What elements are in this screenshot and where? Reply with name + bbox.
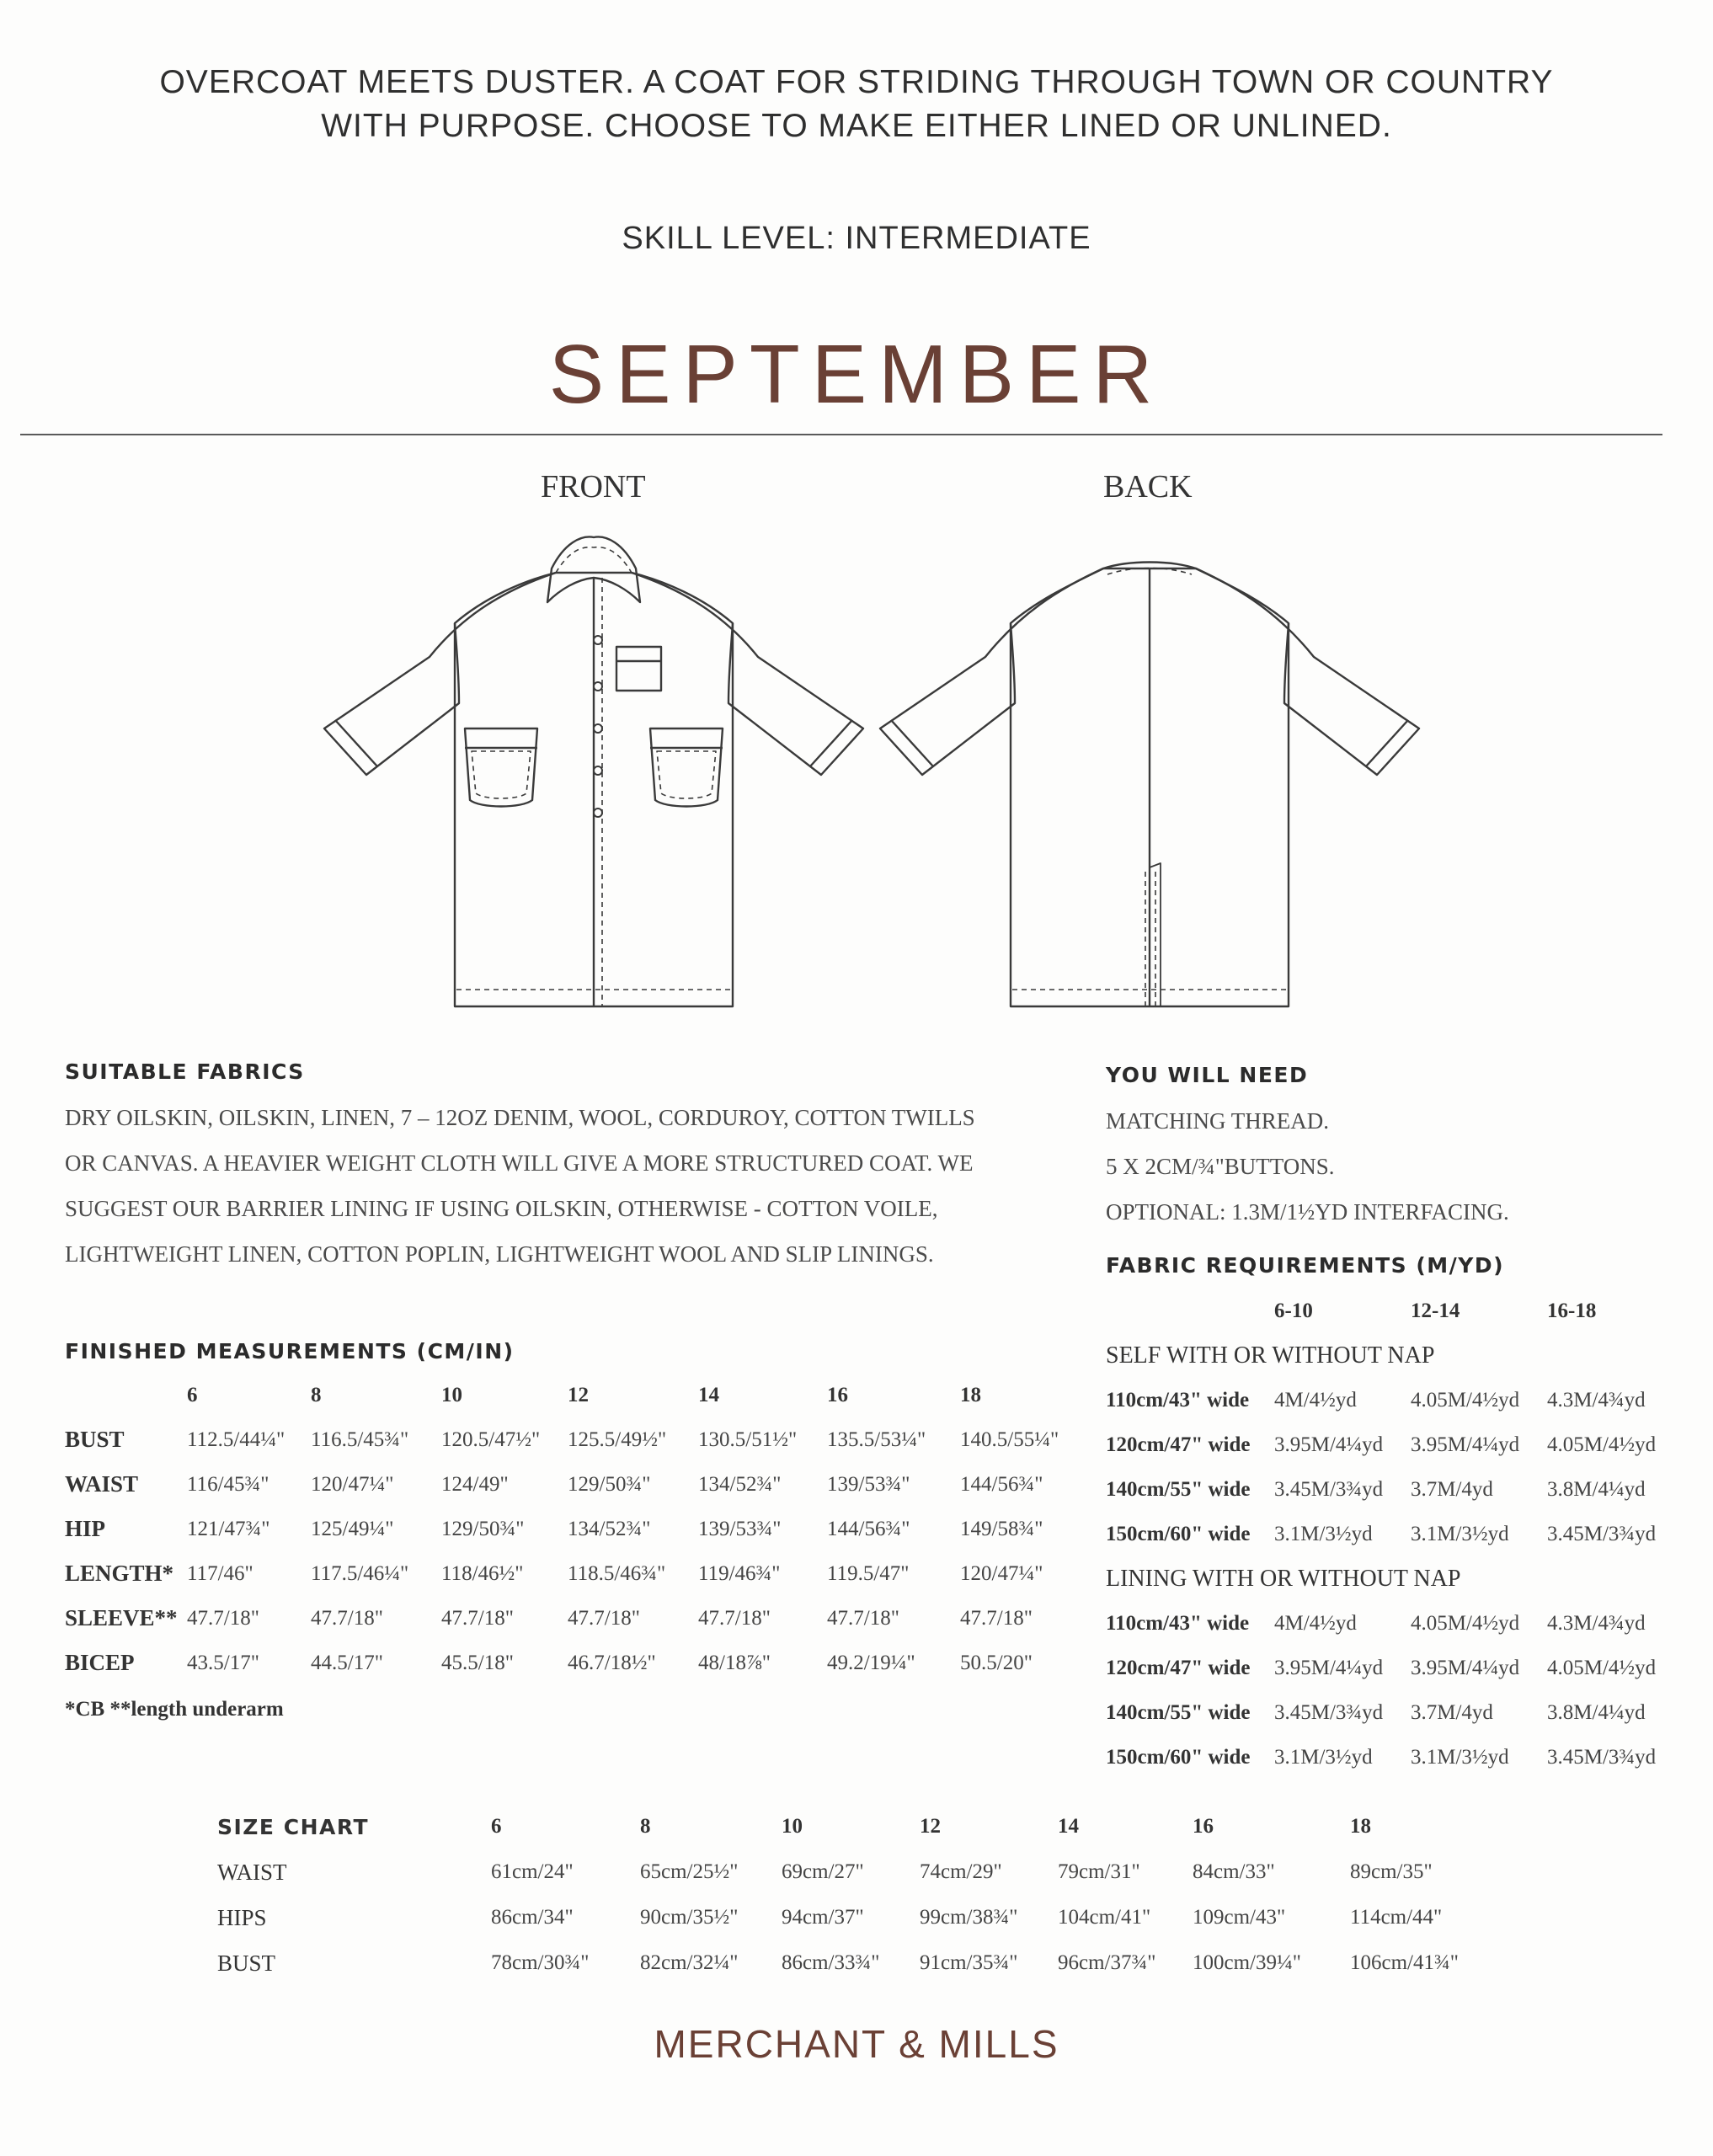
table-row <box>217 1940 1476 1986</box>
yardage-cell: 3.1M/3½yd <box>1274 1745 1373 1769</box>
table-row <box>1106 1601 1682 1646</box>
row-label: BICEP <box>65 1650 135 1675</box>
measurement-cell: 144/56¾" <box>960 1472 1043 1496</box>
header-divider <box>20 434 1662 435</box>
table-row <box>65 1551 1070 1596</box>
measurement-cell: 118/46½" <box>441 1561 524 1585</box>
section-row <box>1106 1556 1682 1601</box>
table-row <box>1106 1422 1682 1467</box>
measurement-cell: 121/47¾" <box>187 1517 270 1540</box>
size-header: 14 <box>1058 1815 1079 1838</box>
row-label: HIPS <box>217 1904 267 1930</box>
size-cell: 61cm/24" <box>491 1860 574 1883</box>
needed-item: MATCHING THREAD. <box>1106 1108 1330 1134</box>
header-cell <box>65 1373 187 1417</box>
size-cell: 96cm/37¾" <box>1058 1951 1156 1974</box>
fabric-width: 140cm/55" wide <box>1106 1477 1251 1501</box>
measurement-cell: 116/45¾" <box>187 1472 269 1496</box>
yardage-cell: 3.1M/3½yd <box>1411 1745 1509 1769</box>
size-header: 8 <box>311 1383 322 1406</box>
yardage-cell: 3.1M/3½yd <box>1411 1522 1509 1545</box>
measurement-cell: 116.5/45¾" <box>311 1428 409 1451</box>
yardage-cell: 4M/4½yd <box>1274 1611 1357 1635</box>
yardage-cell: 4.05M/4½yd <box>1547 1433 1657 1456</box>
size-cell: 74cm/29" <box>920 1860 1002 1883</box>
measurement-cell: 120/47¼" <box>311 1472 394 1496</box>
yardage-cell: 3.95M/4¼yd <box>1411 1656 1520 1679</box>
size-header: 8 <box>640 1815 651 1838</box>
measurement-cell: 124/49" <box>441 1472 509 1496</box>
row-label: LENGTH* <box>65 1561 174 1586</box>
measurement-cell: 139/53¾" <box>698 1517 782 1540</box>
section-row <box>1106 1333 1682 1378</box>
measurement-cell: 119.5/47" <box>827 1561 910 1585</box>
size-cell: 89cm/35" <box>1350 1860 1433 1883</box>
yardage-cell: 4.05M/4½yd <box>1411 1611 1520 1635</box>
measurement-footnote: *CB **length underarm <box>65 1698 284 1721</box>
size-chart-table <box>217 1804 1476 1986</box>
section-label: SELF WITH OR WITHOUT NAP <box>1106 1342 1435 1369</box>
suitable-fabrics-line: SUGGEST OUR BARRIER LINING IF USING OILSKIN, OTHERWISE - COTTON VOILE, <box>65 1196 938 1221</box>
size-header: 10 <box>441 1383 462 1406</box>
yardage-cell: 3.95M/4¼yd <box>1411 1433 1520 1456</box>
size-header: 18 <box>960 1383 981 1406</box>
row-label: WAIST <box>217 1859 287 1885</box>
pattern-title: SEPTEMBER <box>548 328 1165 420</box>
yardage-cell: 3.45M/3¾yd <box>1547 1745 1657 1769</box>
table-row <box>1106 1646 1682 1690</box>
fabric-width: 140cm/55" wide <box>1106 1700 1251 1724</box>
table-row <box>1106 1467 1682 1512</box>
table-row <box>65 1641 1070 1685</box>
table-row <box>1106 1378 1682 1422</box>
measurement-cell: 129/50¾" <box>568 1472 651 1496</box>
measurement-cell: 134/52¾" <box>698 1472 782 1496</box>
table-row <box>65 1596 1070 1641</box>
measurement-cell: 43.5/17" <box>187 1651 259 1674</box>
table-row <box>217 1849 1476 1895</box>
size-header: 12 <box>920 1815 941 1838</box>
intro-line-1: OVERCOAT MEETS DUSTER. A COAT FOR STRIDING THROUGH TOWN OR COUNTRY <box>159 64 1554 100</box>
size-cell: 90cm/35½" <box>640 1906 739 1929</box>
measurement-cell: 119/46¾" <box>698 1561 781 1585</box>
intro-text <box>0 61 1713 148</box>
size-cell: 69cm/27" <box>782 1860 864 1883</box>
size-cell: 84cm/33" <box>1193 1860 1275 1883</box>
yardage-cell: 3.8M/4¼yd <box>1547 1700 1646 1724</box>
row-label: BUST <box>65 1427 125 1452</box>
table-row <box>65 1507 1070 1551</box>
measurement-cell: 134/52¾" <box>568 1517 651 1540</box>
size-header: 10 <box>782 1815 803 1838</box>
intro-line-2: WITH PURPOSE. CHOOSE TO MAKE EITHER LINED OR UNLINED. <box>321 108 1392 144</box>
size-cell: 78cm/30¾" <box>491 1951 590 1974</box>
measurement-cell: 44.5/17" <box>311 1651 383 1674</box>
skill-level: SKILL LEVEL: INTERMEDIATE <box>622 221 1091 256</box>
yardage-cell: 3.8M/4¼yd <box>1547 1477 1646 1501</box>
fabric-width: 150cm/60" wide <box>1106 1522 1251 1545</box>
size-header: 6 <box>187 1383 198 1406</box>
size-header: 16 <box>1193 1815 1214 1838</box>
measurement-cell: 117.5/46¼" <box>311 1561 409 1585</box>
measurement-cell: 47.7/18" <box>568 1606 640 1630</box>
size-cell: 65cm/25½" <box>640 1860 739 1883</box>
measurement-cell: 118.5/46¾" <box>568 1561 666 1585</box>
fabric-width: 120cm/47" wide <box>1106 1656 1251 1679</box>
size-cell: 100cm/39¼" <box>1193 1951 1301 1974</box>
brand-logo-text: MERCHANT & MILLS <box>654 2022 1059 2066</box>
size-cell: 91cm/35¾" <box>920 1951 1018 1974</box>
front-view-label: FRONT <box>541 469 646 504</box>
fabric-requirements-heading: FABRIC REQUIREMENTS (M/YD) <box>1106 1253 1505 1278</box>
fabric-width: 150cm/60" wide <box>1106 1745 1251 1769</box>
you-will-need-list <box>1106 1098 1509 1235</box>
measurement-cell: 48/18⅞" <box>698 1651 771 1674</box>
fabric-width: 120cm/47" wide <box>1106 1433 1251 1456</box>
size-cell: 82cm/32¼" <box>640 1951 739 1974</box>
measurement-cell: 125/49¼" <box>311 1517 394 1540</box>
yardage-cell: 4.05M/4½yd <box>1547 1656 1657 1679</box>
size-header: 12-14 <box>1411 1299 1460 1322</box>
measurement-cell: 47.7/18" <box>187 1606 259 1630</box>
table-row <box>65 1417 1070 1462</box>
table-row <box>1106 1512 1682 1556</box>
finished-measurements-heading: FINISHED MEASUREMENTS (CM/IN) <box>65 1339 515 1364</box>
yardage-cell: 3.95M/4¼yd <box>1274 1433 1384 1456</box>
table-header-row <box>1106 1289 1682 1333</box>
measurement-cell: 140.5/55¼" <box>960 1428 1059 1451</box>
size-cell: 109cm/43" <box>1193 1906 1286 1929</box>
measurement-cell: 47.7/18" <box>698 1606 771 1630</box>
fabric-width: 110cm/43" wide <box>1106 1388 1250 1412</box>
suitable-fabrics-line: OR CANVAS. A HEAVIER WEIGHT CLOTH WILL GIVE A MORE STRUCTURED COAT. WE <box>65 1150 974 1176</box>
table-row <box>1106 1690 1682 1735</box>
measurement-cell: 120/47¼" <box>960 1561 1043 1585</box>
fabric-requirements-table <box>1106 1289 1682 1780</box>
size-header: 18 <box>1350 1815 1371 1838</box>
size-header: 16 <box>827 1383 848 1406</box>
needed-item: 5 X 2CM/¾"BUTTONS. <box>1106 1154 1335 1179</box>
measurement-cell: 125.5/49½" <box>568 1428 667 1451</box>
suitable-fabrics-text <box>65 1095 975 1277</box>
suitable-fabrics-heading: SUITABLE FABRICS <box>65 1059 305 1084</box>
size-cell: 79cm/31" <box>1058 1860 1140 1883</box>
suitable-fabrics-line: LIGHTWEIGHT LINEN, COTTON POPLIN, LIGHTWEIGHT WOOL AND SLIP LININGS. <box>65 1241 934 1267</box>
size-cell: 114cm/44" <box>1350 1906 1443 1929</box>
measurement-cell: 129/50¾" <box>441 1517 525 1540</box>
measurement-cell: 47.7/18" <box>827 1606 899 1630</box>
table-header-row <box>217 1804 1476 1849</box>
measurement-cell: 112.5/44¼" <box>187 1428 286 1451</box>
yardage-cell: 3.45M/3¾yd <box>1274 1477 1384 1501</box>
row-label: HIP <box>65 1516 106 1541</box>
size-header: 6 <box>491 1815 502 1838</box>
table-row <box>217 1895 1476 1940</box>
measurement-cell: 47.7/18" <box>441 1606 514 1630</box>
size-header: 6-10 <box>1274 1299 1313 1322</box>
you-will-need-heading: YOU WILL NEED <box>1106 1063 1309 1087</box>
coat-front-illustration <box>312 522 876 1019</box>
row-label: SLEEVE** <box>65 1605 178 1630</box>
measurement-cell: 50.5/20" <box>960 1651 1033 1674</box>
measurement-cell: 45.5/18" <box>441 1651 514 1674</box>
measurement-cell: 130.5/51½" <box>698 1428 798 1451</box>
table-row <box>65 1462 1070 1507</box>
size-cell: 106cm/41¾" <box>1350 1951 1459 1974</box>
section-label: LINING WITH OR WITHOUT NAP <box>1106 1565 1461 1592</box>
yardage-cell: 3.45M/3¾yd <box>1274 1700 1384 1724</box>
header-cell <box>1106 1289 1274 1333</box>
table-header-row <box>65 1373 1070 1417</box>
yardage-cell: 4.05M/4½yd <box>1411 1388 1520 1412</box>
yardage-cell: 3.7M/4yd <box>1411 1477 1493 1501</box>
size-header: 14 <box>698 1383 719 1406</box>
measurement-cell: 135.5/53¼" <box>827 1428 926 1451</box>
row-label: WAIST <box>65 1471 139 1497</box>
needed-item: OPTIONAL: 1.3M/1½YD INTERFACING. <box>1106 1199 1509 1225</box>
measurement-cell: 139/53¾" <box>827 1472 910 1496</box>
measurement-cell: 47.7/18" <box>960 1606 1033 1630</box>
size-cell: 94cm/37" <box>782 1906 864 1929</box>
coat-back-illustration <box>867 522 1432 1019</box>
measurement-cell: 149/58¾" <box>960 1517 1043 1540</box>
table-row <box>1106 1735 1682 1780</box>
yardage-cell: 3.95M/4¼yd <box>1274 1656 1384 1679</box>
fabric-width: 110cm/43" wide <box>1106 1611 1250 1635</box>
measurement-cell: 49.2/19¼" <box>827 1651 915 1674</box>
size-chart-heading: SIZE CHART <box>217 1814 370 1839</box>
size-cell: 86cm/33¾" <box>782 1951 880 1974</box>
size-cell: 86cm/34" <box>491 1906 574 1929</box>
back-view-label: BACK <box>1103 469 1193 504</box>
size-header: 12 <box>568 1383 589 1406</box>
yardage-cell: 3.45M/3¾yd <box>1547 1522 1657 1545</box>
measurement-cell: 117/46" <box>187 1561 253 1585</box>
suitable-fabrics-line: DRY OILSKIN, OILSKIN, LINEN, 7 – 12OZ DENIM, WOOL, CORDUROY, COTTON TWILLS <box>65 1105 975 1130</box>
size-cell: 104cm/41" <box>1058 1906 1151 1929</box>
measurement-cell: 47.7/18" <box>311 1606 383 1630</box>
size-cell: 99cm/38¾" <box>920 1906 1018 1929</box>
measurement-cell: 144/56¾" <box>827 1517 910 1540</box>
finished-measurements-table <box>65 1373 1070 1685</box>
row-label: BUST <box>217 1950 276 1976</box>
measurement-cell: 120.5/47½" <box>441 1428 541 1451</box>
yardage-cell: 3.7M/4yd <box>1411 1700 1493 1724</box>
measurement-cell: 46.7/18½" <box>568 1651 656 1674</box>
yardage-cell: 4M/4½yd <box>1274 1388 1357 1412</box>
yardage-cell: 3.1M/3½yd <box>1274 1522 1373 1545</box>
size-header: 16-18 <box>1547 1299 1597 1322</box>
yardage-cell: 4.3M/4¾yd <box>1547 1388 1646 1412</box>
yardage-cell: 4.3M/4¾yd <box>1547 1611 1646 1635</box>
